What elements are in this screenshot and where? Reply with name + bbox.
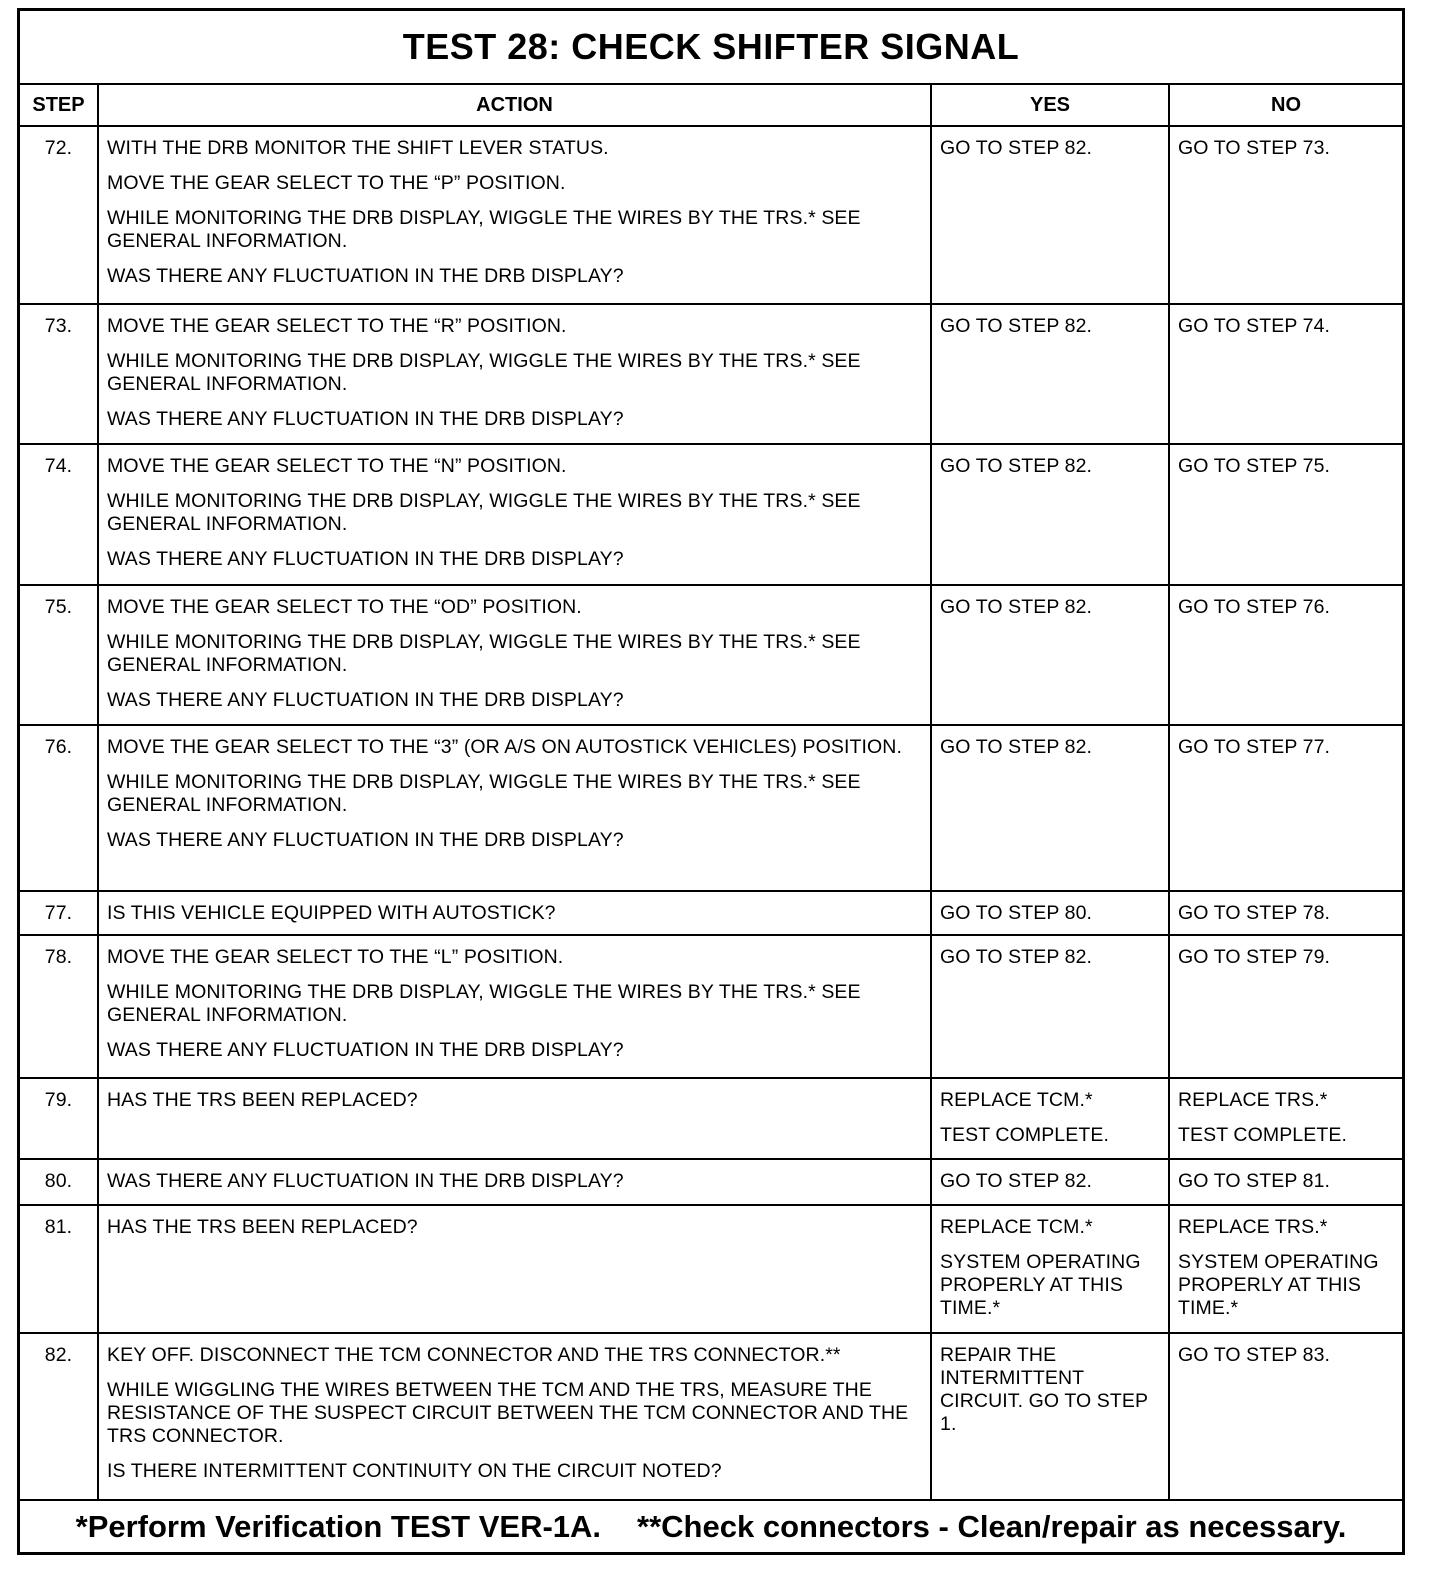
no-cell (1169, 585, 1402, 725)
yes-cell-line: GO TO STEP 82. (940, 315, 1093, 337)
action-cell-line: WHILE MONITORING THE DRB DISPLAY, WIGGLE THE WIRES BY THE TRS.* SEE GENERAL INFORMATION. (107, 350, 861, 395)
action-cell (98, 1078, 931, 1159)
yes-cell-line: GO TO STEP 82. (940, 946, 1093, 968)
action-cell-line: WHILE MONITORING THE DRB DISPLAY, WIGGLE THE WIRES BY THE TRS.* SEE GENERAL INFORMATION. (107, 771, 861, 816)
yes-cell-line: TEST COMPLETE. (940, 1124, 1109, 1146)
yes-cell-line: GO TO STEP 82. (940, 596, 1093, 618)
action-cell-line: WAS THERE ANY FLUCTUATION IN THE DRB DISPLAY? (107, 548, 624, 570)
step-number: 74. (20, 444, 98, 585)
no-cell (1169, 935, 1402, 1078)
no-cell-line: GO TO STEP 83. (1178, 1344, 1331, 1366)
yes-cell-line: GO TO STEP 80. (940, 902, 1093, 924)
yes-cell (931, 126, 1169, 304)
action-cell (98, 725, 931, 891)
action-cell-line: MOVE THE GEAR SELECT TO THE “L” POSITION. (107, 946, 564, 968)
action-cell (98, 935, 931, 1078)
no-cell (1169, 1159, 1402, 1205)
step-number: 76. (20, 725, 98, 891)
yes-cell-line: REPLACE TCM.* (940, 1216, 1093, 1238)
action-cell-line: MOVE THE GEAR SELECT TO THE “N” POSITION. (107, 455, 567, 477)
no-cell-line: GO TO STEP 76. (1178, 596, 1331, 618)
yes-cell (931, 891, 1169, 935)
page-title: TEST 28: CHECK SHIFTER SIGNAL (20, 11, 1402, 84)
yes-cell (931, 725, 1169, 891)
action-cell-line: WHILE MONITORING THE DRB DISPLAY, WIGGLE THE WIRES BY THE TRS.* SEE GENERAL INFORMATION. (107, 207, 861, 252)
no-cell-line: GO TO STEP 74. (1178, 315, 1331, 337)
action-cell-line: HAS THE TRS BEEN REPLACED? (107, 1089, 418, 1111)
no-cell-line: GO TO STEP 79. (1178, 946, 1331, 968)
table-row (20, 1333, 1402, 1500)
yes-cell-line: REPLACE TCM.* (940, 1089, 1093, 1111)
step-number: 77. (20, 891, 98, 935)
footer-verification-note: *Perform Verification TEST VER-1A. (75, 1509, 602, 1544)
yes-cell-line: REPAIR THE INTERMITTENT CIRCUIT. GO TO STEP 1. (940, 1344, 1148, 1435)
no-cell-line: GO TO STEP 78. (1178, 902, 1331, 924)
no-cell-line: SYSTEM OPERATING PROPERLY AT THIS TIME.* (1178, 1251, 1379, 1319)
table-row (20, 444, 1402, 585)
column-header-step: STEP (20, 84, 98, 126)
yes-cell (931, 1205, 1169, 1333)
column-header-no: NO (1169, 84, 1402, 126)
action-cell (98, 1333, 931, 1500)
no-cell-line: GO TO STEP 75. (1178, 455, 1331, 477)
action-cell-line: HAS THE TRS BEEN REPLACED? (107, 1216, 418, 1238)
yes-cell (931, 585, 1169, 725)
action-cell (98, 1205, 931, 1333)
yes-cell (931, 444, 1169, 585)
no-cell-line: REPLACE TRS.* (1178, 1216, 1328, 1238)
table-row (20, 1205, 1402, 1333)
no-cell-line: GO TO STEP 81. (1178, 1170, 1331, 1192)
no-cell-line: GO TO STEP 73. (1178, 137, 1331, 159)
table-row (20, 1159, 1402, 1205)
column-header-yes: YES (931, 84, 1169, 126)
table-row (20, 585, 1402, 725)
table-row (20, 725, 1402, 891)
action-cell (98, 1159, 931, 1205)
no-cell-line: TEST COMPLETE. (1178, 1124, 1347, 1146)
table-row (20, 891, 1402, 935)
no-cell-line: REPLACE TRS.* (1178, 1089, 1328, 1111)
step-number: 72. (20, 126, 98, 304)
action-cell-line: MOVE THE GEAR SELECT TO THE “P” POSITION. (107, 172, 566, 194)
step-number: 81. (20, 1205, 98, 1333)
table-row (20, 304, 1402, 444)
action-cell-line: WHILE MONITORING THE DRB DISPLAY, WIGGLE THE WIRES BY THE TRS.* SEE GENERAL INFORMATION. (107, 981, 861, 1026)
yes-cell (931, 935, 1169, 1078)
no-cell (1169, 1333, 1402, 1500)
no-cell (1169, 1205, 1402, 1333)
action-cell (98, 891, 931, 935)
action-cell-line: WAS THERE ANY FLUCTUATION IN THE DRB DISPLAY? (107, 1039, 624, 1061)
step-number: 78. (20, 935, 98, 1078)
step-number: 73. (20, 304, 98, 444)
action-cell-line: WHILE MONITORING THE DRB DISPLAY, WIGGLE THE WIRES BY THE TRS.* SEE GENERAL INFORMATION. (107, 490, 861, 535)
step-number: 75. (20, 585, 98, 725)
footer-notes (20, 1500, 1402, 1553)
yes-cell-line: GO TO STEP 82. (940, 736, 1093, 758)
action-cell-line: MOVE THE GEAR SELECT TO THE “3” (OR A/S ON AUTOSTICK VEHICLES) POSITION. (107, 736, 902, 758)
yes-cell (931, 1159, 1169, 1205)
action-cell-line: KEY OFF. DISCONNECT THE TCM CONNECTOR AND THE TRS CONNECTOR.** (107, 1344, 841, 1366)
no-cell (1169, 444, 1402, 585)
procedure-table (20, 11, 1402, 1553)
action-cell (98, 585, 931, 725)
footer-connectors-note: **Check connectors - Clean/repair as necessary. (637, 1509, 1347, 1544)
test-28-document (17, 8, 1405, 1555)
action-cell (98, 444, 931, 585)
table-row (20, 935, 1402, 1078)
action-cell (98, 304, 931, 444)
no-cell (1169, 891, 1402, 935)
action-cell-line: WAS THERE ANY FLUCTUATION IN THE DRB DISPLAY? (107, 1170, 624, 1192)
yes-cell-line: GO TO STEP 82. (940, 455, 1093, 477)
no-cell (1169, 1078, 1402, 1159)
action-cell-line: WITH THE DRB MONITOR THE SHIFT LEVER STATUS. (107, 137, 609, 159)
action-cell-line: WAS THERE ANY FLUCTUATION IN THE DRB DISPLAY? (107, 265, 624, 287)
action-cell-line: IS THERE INTERMITTENT CONTINUITY ON THE CIRCUIT NOTED? (107, 1460, 722, 1482)
step-number: 80. (20, 1159, 98, 1205)
yes-cell (931, 1078, 1169, 1159)
step-number: 82. (20, 1333, 98, 1500)
action-cell-line: MOVE THE GEAR SELECT TO THE “OD” POSITION. (107, 596, 582, 618)
no-cell (1169, 304, 1402, 444)
yes-cell-line: GO TO STEP 82. (940, 137, 1093, 159)
table-row (20, 1078, 1402, 1159)
action-cell-line: WAS THERE ANY FLUCTUATION IN THE DRB DISPLAY? (107, 408, 624, 430)
no-cell (1169, 725, 1402, 891)
no-cell (1169, 126, 1402, 304)
yes-cell (931, 1333, 1169, 1500)
table-row (20, 126, 1402, 304)
action-cell-line: MOVE THE GEAR SELECT TO THE “R” POSITION. (107, 315, 567, 337)
no-cell-line: GO TO STEP 77. (1178, 736, 1331, 758)
action-cell (98, 126, 931, 304)
action-cell-line: WAS THERE ANY FLUCTUATION IN THE DRB DISPLAY? (107, 829, 624, 851)
yes-cell-line: SYSTEM OPERATING PROPERLY AT THIS TIME.* (940, 1251, 1141, 1319)
action-cell-line: WHILE MONITORING THE DRB DISPLAY, WIGGLE THE WIRES BY THE TRS.* SEE GENERAL INFORMATION. (107, 631, 861, 676)
column-header-action: ACTION (98, 84, 931, 126)
yes-cell (931, 304, 1169, 444)
action-cell-line: IS THIS VEHICLE EQUIPPED WITH AUTOSTICK? (107, 902, 556, 924)
action-cell-line: WAS THERE ANY FLUCTUATION IN THE DRB DISPLAY? (107, 689, 624, 711)
action-cell-line: WHILE WIGGLING THE WIRES BETWEEN THE TCM AND THE TRS, MEASURE THE RESISTANCE OF THE SUSPECT CIRCUIT BETWEEN THE TCM CONNECTOR AND THE TRS CONNECTOR. (107, 1379, 909, 1447)
step-number: 79. (20, 1078, 98, 1159)
yes-cell-line: GO TO STEP 82. (940, 1170, 1093, 1192)
